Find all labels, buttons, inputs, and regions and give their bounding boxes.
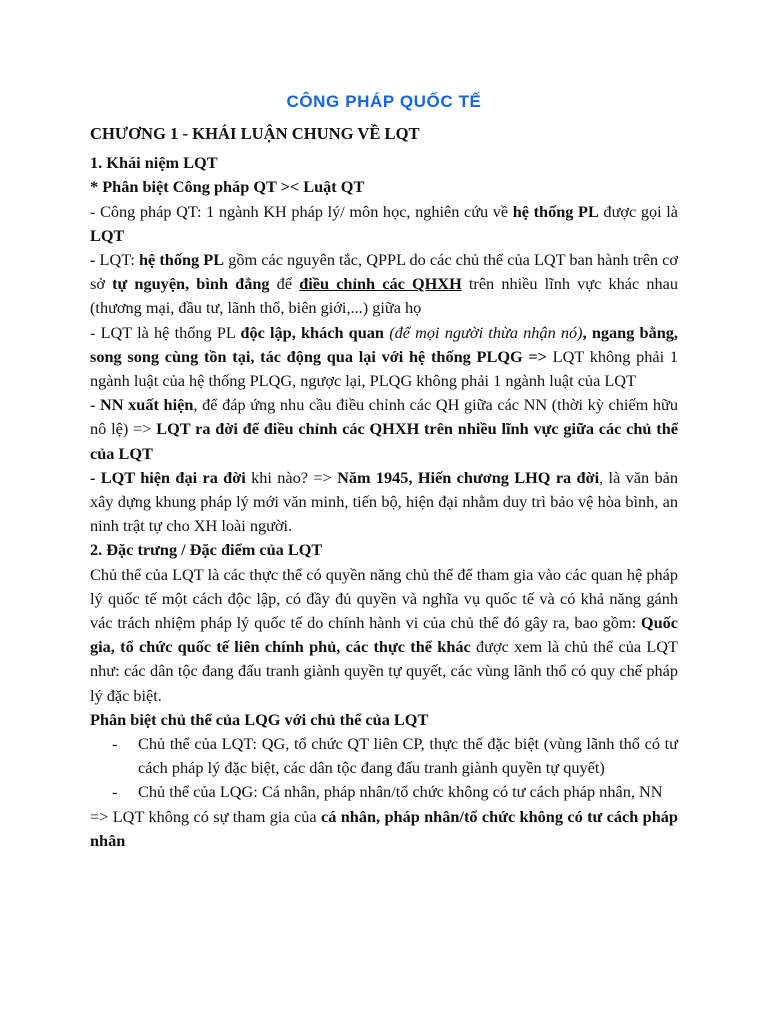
- document-title: CÔNG PHÁP QUỐC TẾ: [286, 92, 482, 111]
- paragraph-lqt-hien-dai: - LQT hiện đại ra đời khi nào? => Năm 1945, Hiến chương LHQ ra đời, là văn bản xây dựng khung pháp lý mới văn minh, tiến bộ, hiện đại nhằm duy trì bảo vệ hòa bình, an ninh trật tự cho XH loài người.: [90, 467, 678, 536]
- section-1-heading: 1. Khái niệm LQT: [90, 153, 218, 173]
- paragraph-chu-the: Chủ thể của LQT là các thực thể có quyền năng chủ thể để tham gia vào các quan hệ pháp lý quốc tế một cách độc lập, có đầy đủ quyền và nghĩa vụ quốc tế và có khả năng gánh vác trách nhiệm pháp lý quốc tế do chính hành vi của chủ thể đó gây ra, bao gồm: Quốc gia, tổ chức quốc tế liên chính phủ, các thực thể khác được xem là chủ thể của LQT như: các dân tộc đang đấu tranh giành quyền tự quyết, các vùng lãnh thổ có quy chế pháp lý đặc biệt.: [90, 564, 678, 705]
- section-2-subheading: Phân biệt chủ thể của LQG với chủ thể của LQT: [90, 709, 429, 729]
- paragraph-conclusion: => LQT không có sự tham gia của cá nhân, pháp nhân/tổ chức không có tư cách pháp nhân: [90, 806, 678, 850]
- paragraph-lqt-system: - LQT là hệ thống PL độc lập, khách quan (để mọi người thừa nhận nó), ngang bằng, song song cùng tồn tại, tác động qua lại với hệ thống PLQG => LQT không phải 1 ngành luật của hệ thống PLQG, ngược lại, PLQG không phải 1 ngành luật của LQT: [90, 322, 679, 391]
- paragraph-nn-xuat-hien: - NN xuất hiện, để đáp ứng nhu cầu điều chỉnh các QH giữa các NN (thời kỳ chiếm hữu nô lệ) => LQT ra đời để điều chỉnh các QHXH trên nhiều lĩnh vực giữa các chủ thể của LQT: [90, 395, 678, 463]
- list-item: - Chủ thể của LQT: QG, tổ chức QT liên CP, thực thể đặc biệt (vùng lãnh thổ có tư cách pháp lý đặc biệt, các dân tộc đang đấu tranh giành quyền tự quyết): [112, 734, 678, 778]
- section-1-subheading: * Phân biệt Công pháp QT >< Luật QT: [90, 177, 365, 197]
- list-item: - Chủ thể của LQG: Cá nhân, pháp nhân/tổ chức không có tư cách pháp nhân, NN: [112, 782, 663, 802]
- chapter-heading: CHƯƠNG 1 - KHÁI LUẬN CHUNG VỀ LQT: [90, 124, 420, 143]
- paragraph-lqt-definition: - LQT: hệ thống PL gồm các nguyên tắc, QPPL do các chủ thể của LQT ban hành trên cơ sở tự nguyện, bình đẳng để điều chỉnh các QHXH trên nhiều lĩnh vực khác nhau (thương mại, đầu tư, lãnh thổ, biên giới,...) giữa họ: [90, 250, 679, 318]
- section-2-heading: 2. Đặc trưng / Đặc điểm của LQT: [90, 540, 323, 560]
- paragraph-cong-phap: - Công pháp QT: 1 ngành KH pháp lý/ môn học, nghiên cứu về hệ thống PL được gọi là LQT: [90, 201, 678, 245]
- document-body: [90, 122, 678, 853]
- subject-comparison-list: [90, 732, 678, 805]
